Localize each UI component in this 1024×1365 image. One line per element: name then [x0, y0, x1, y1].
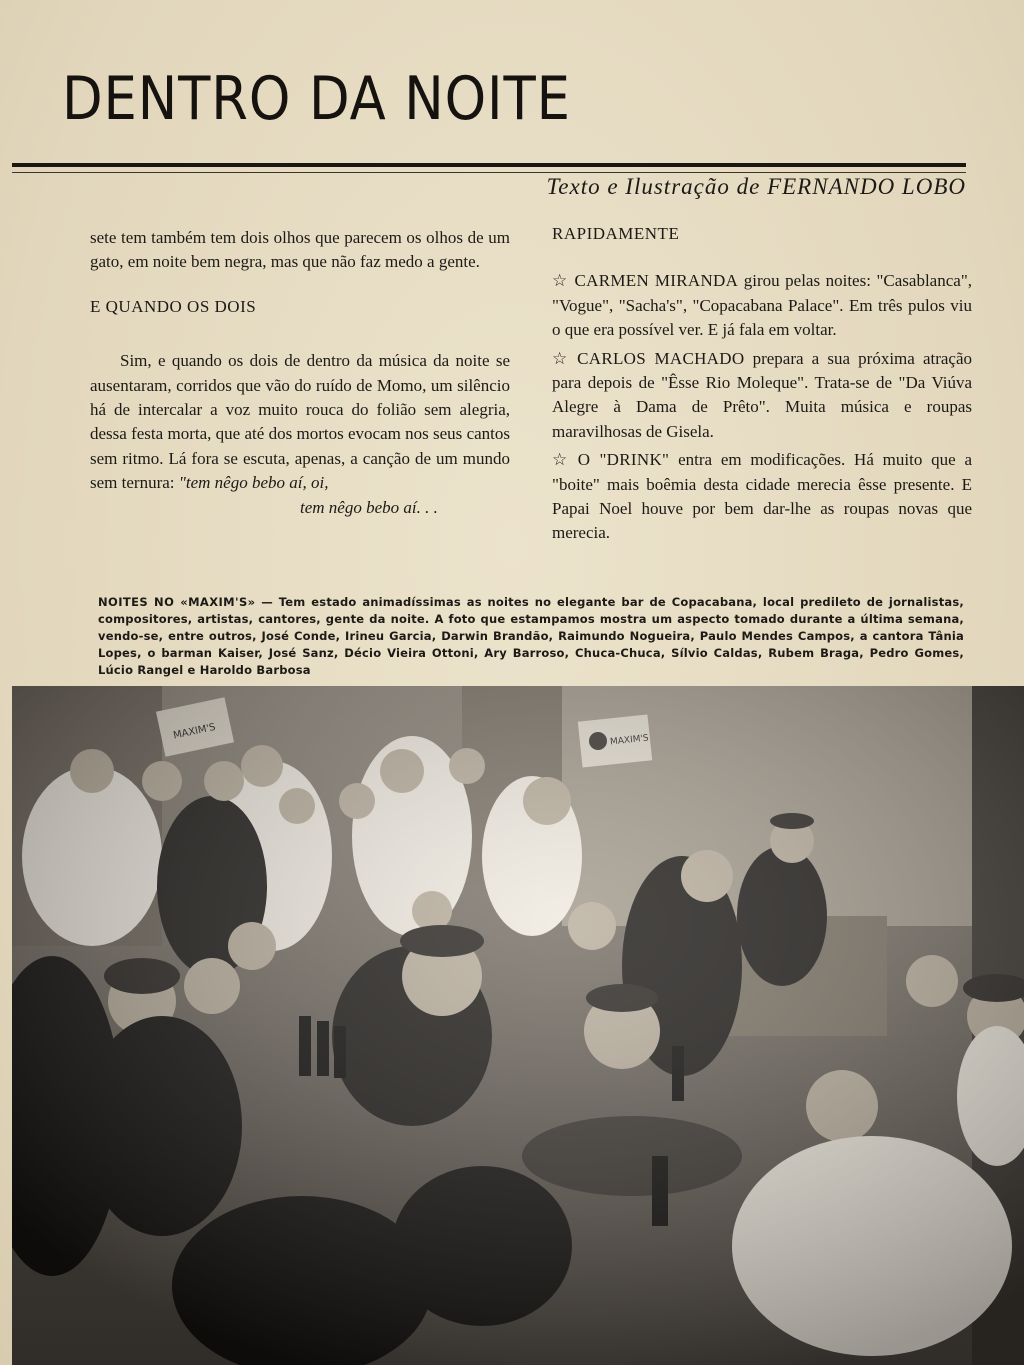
left-body-paragraph — [90, 349, 510, 495]
title-rule-thin — [12, 172, 966, 173]
page-title: DENTRO DA NOITE — [62, 64, 571, 134]
news-item-text: entra em modificações. Há muito que a "boite" mais boêmia desta cidade merecia êsse presente. E Papai Noel houve por bem dar-lhe as roupas novas que merecia. — [552, 450, 972, 543]
left-section-title: E QUANDO OS DOIS — [90, 296, 257, 316]
star-icon: ☆ — [552, 450, 572, 471]
star-icon: ☆ — [552, 348, 572, 369]
news-item-lead: O "DRINK" — [577, 450, 670, 470]
byline — [547, 174, 966, 200]
left-intro-paragraph: sete tem também tem dois olhos que parecem os olhos de um gato, em noite bem negra, mas que não faz medo a gente. — [90, 228, 510, 272]
photo-caption — [98, 594, 964, 679]
left-quote-line-2-wrap — [90, 496, 510, 520]
nightclub-photo — [12, 686, 1024, 1365]
news-item-text: prepara a sua próxima atração para depois de "Êsse Rio Moleque". Trata-se de "Da Viúva Alegre à Dama de Prêto". Muita música e roupas maravilhosas de Gisela. — [552, 348, 973, 441]
caption-title: NOITES NO «MAXIM'S» — [98, 595, 256, 609]
byline-prefix: Texto e Ilustração de — [546, 174, 761, 199]
news-item-lead: CARMEN MIRANDA — [574, 271, 739, 291]
star-icon: ☆ — [552, 271, 569, 292]
left-quote-line-1: "tem nêgo bebo aí, oi, — [178, 473, 329, 493]
right-column — [552, 222, 972, 550]
left-body-text: Sim, e quando os dois de dentro da música da noite se ausentaram, corridos que vão do ruído de Momo, um silêncio há de intercalar a voz muito rouca do folião sem alegria, dessa festa morta, que até dos mortos evocam nos seus cantos sem ritmo. Lá fora se escuta, apenas, a canção de um mundo sem ternura: — [90, 351, 510, 493]
right-section-title: RAPIDAMENTE — [552, 224, 680, 243]
caption-text: — Tem estado animadíssimas as noites no elegante bar de Copacabana, local predileto de jornalistas, compositores, artistas, cantores, gente da noite. A foto que estampamos mostra um aspecto tomado durante a última semana, vendo-se, entre outros, José Conde, Irineu Garcia, Darwin Brandão, Raimundo Nogueira, Paulo Mendes Campos, a cantora Tânia Lopes, o barman Kaiser, José Sanz, Décio Vieira Ottoni, Ary Barroso, Chuca-Chuca, Sílvio Caldas, Rubem Braga, Pedro Gomes, Lúcio Rangel e Haroldo Barbosa — [98, 595, 964, 677]
title-rule-thick — [12, 163, 966, 167]
left-quote-line-2: tem nêgo bebo aí. . . — [300, 497, 438, 517]
nightclub-photo-illustration — [12, 686, 1024, 1365]
photo-vignette — [12, 686, 1024, 1365]
left-column — [90, 226, 510, 520]
news-item-lead: CARLOS MACHADO — [577, 348, 745, 368]
news-item — [552, 347, 972, 445]
byline-author: FERNANDO LOBO — [767, 174, 966, 199]
news-item-text: girou pelas noites: "Casablanca", "Vogue", "Sacha's", "Copacabana Palace". Em três pulos viu o que era possível ver. E já fala em voltar. — [552, 271, 973, 340]
news-item — [552, 269, 972, 342]
news-item — [552, 448, 972, 546]
